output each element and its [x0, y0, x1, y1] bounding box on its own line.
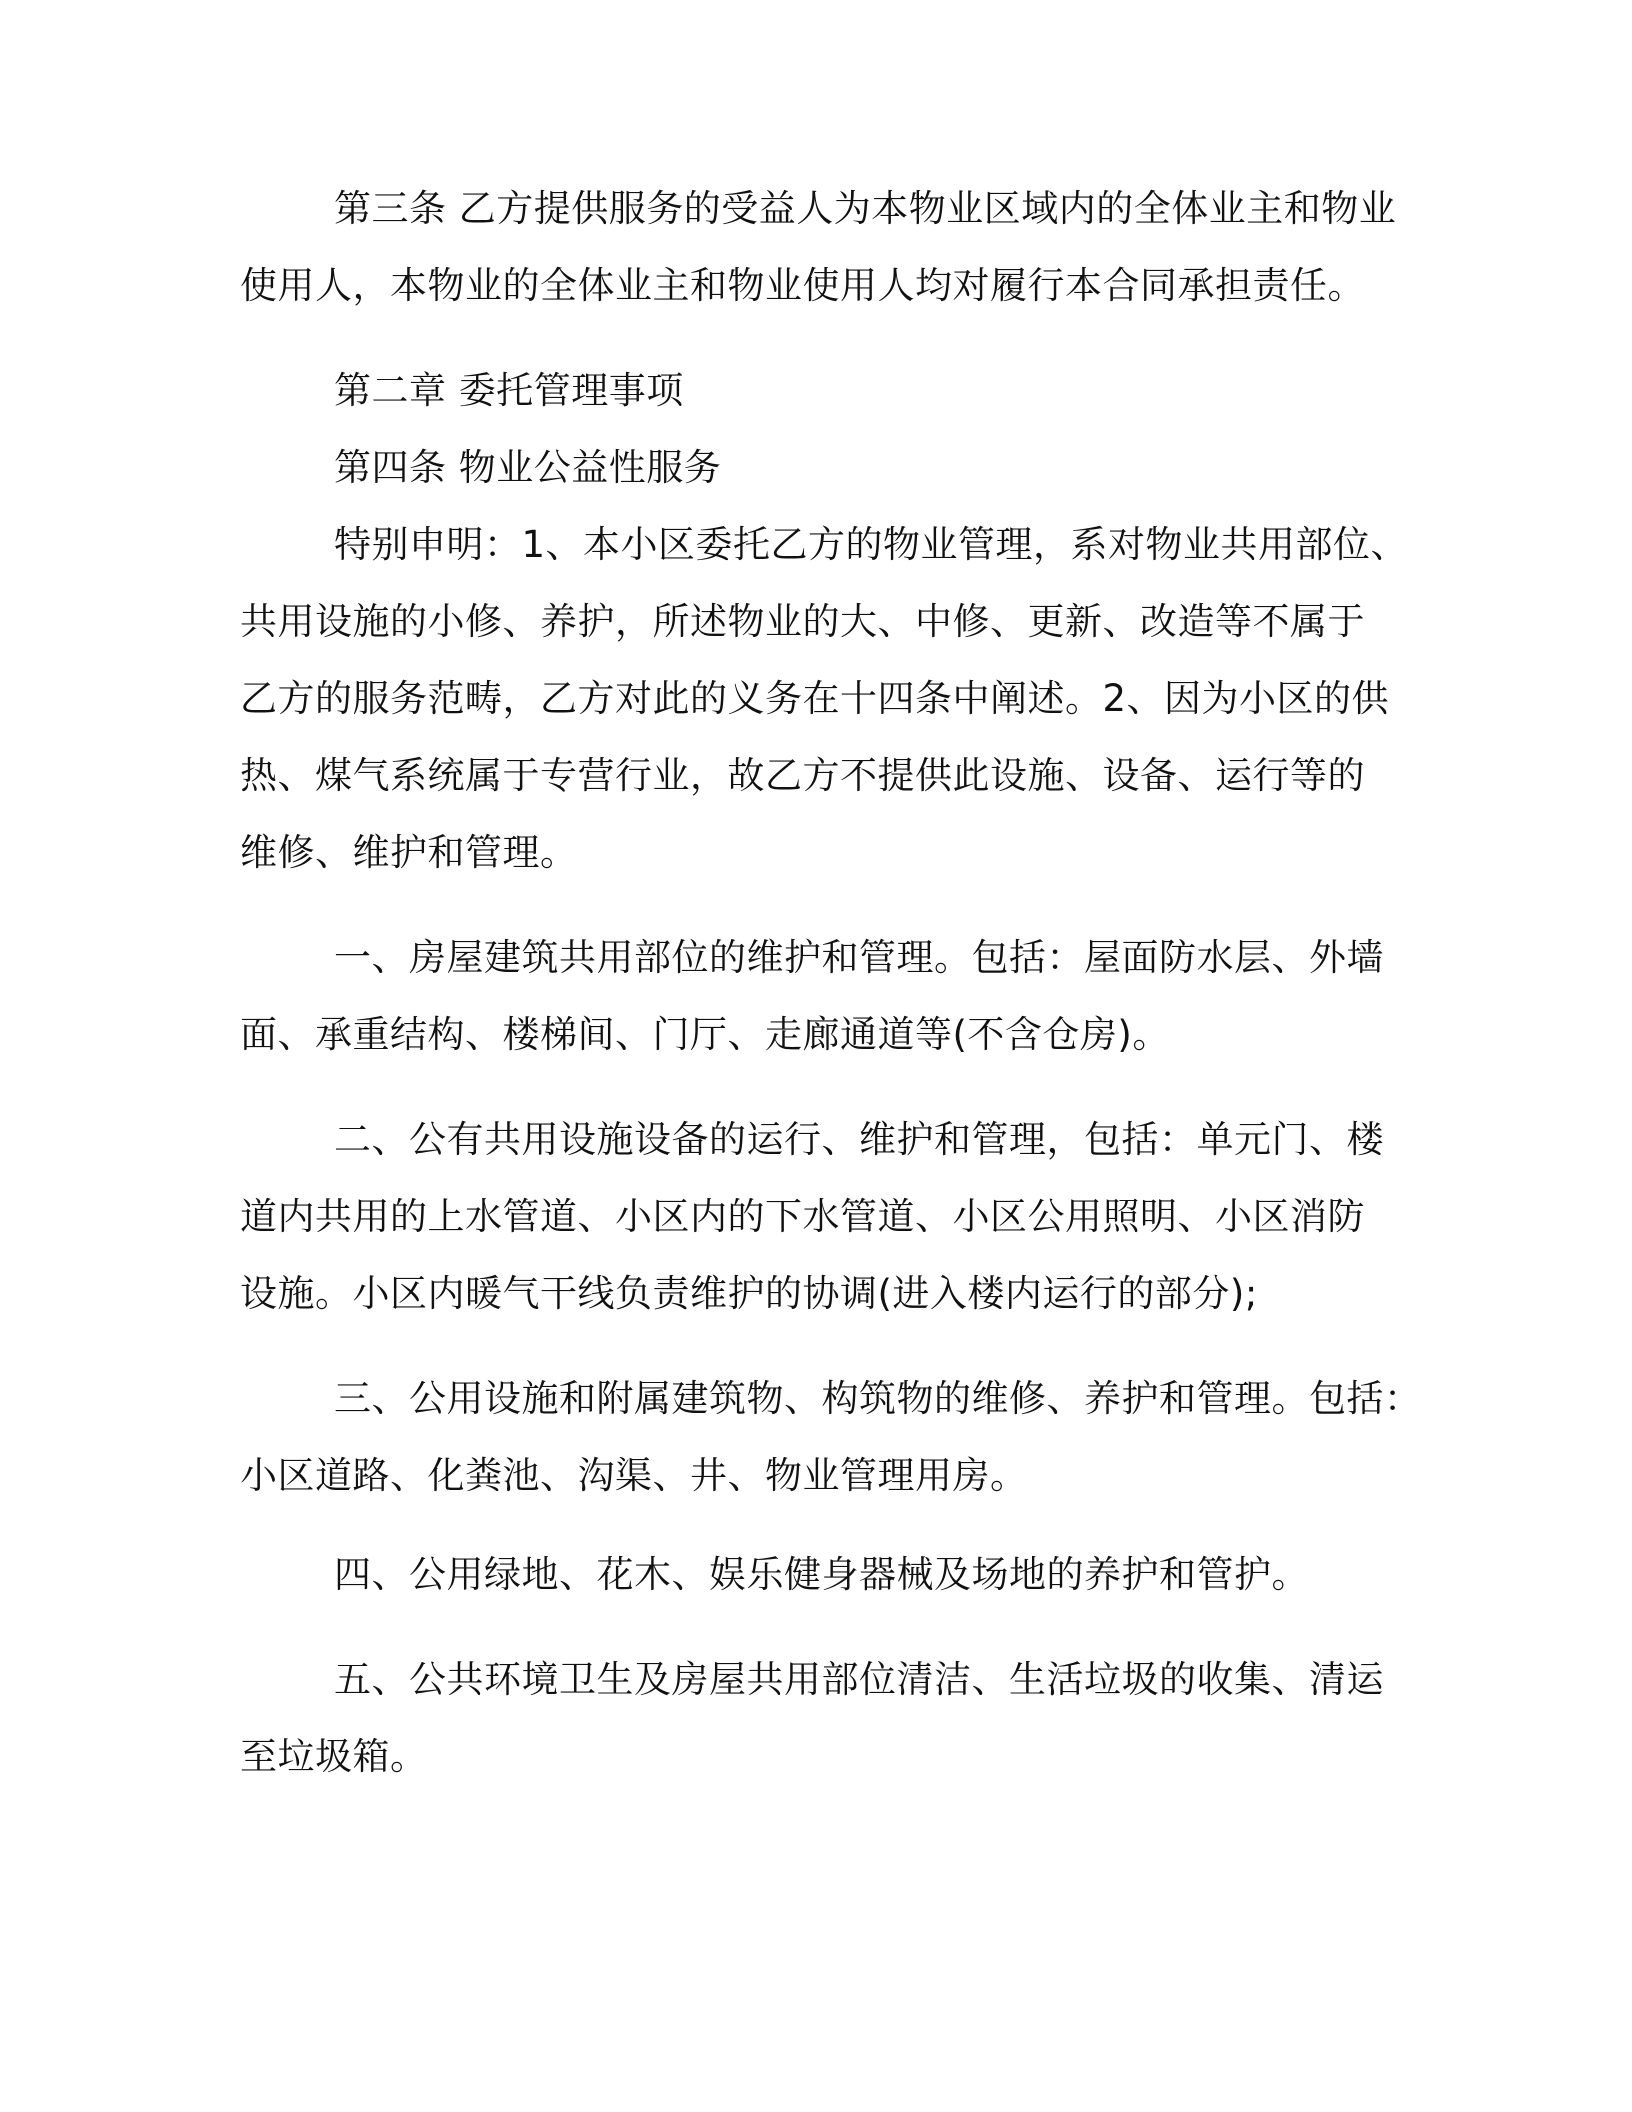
text-line: 道内共用的上水管道、小区内的下水管道、小区公用照明、小区消防 — [240, 1195, 1365, 1238]
text-line: 共用设施的小修、养护，所述物业的大、中修、更新、改造等不属于 — [240, 600, 1365, 643]
text-line: 面、承重结构、楼梯间、门厅、走廊通道等(不含仓房)。 — [240, 1013, 1170, 1056]
text-line: 第四条 物业公益性服务 — [334, 446, 722, 489]
article-4-heading — [240, 429, 1395, 506]
item-3-paragraph — [240, 1360, 1422, 1514]
document-page — [240, 170, 1422, 1795]
special-statement-paragraph — [240, 506, 1409, 891]
article-3-paragraph — [240, 170, 1395, 324]
text-line: 五、公共环境卫生及房屋共用部位清洁、生活垃圾的收集、清运 — [334, 1658, 1384, 1701]
text-line: 维修、维护和管理。 — [240, 831, 578, 874]
text-line: 特别申明：1、本小区委托乙方的物业管理，系对物业共用部位、 — [334, 523, 1409, 566]
item-5-paragraph — [240, 1641, 1395, 1795]
text-line: 小区道路、化粪池、沟渠、井、物业管理用房。 — [240, 1454, 1028, 1497]
text-line: 设施。小区内暖气干线负责维护的协调(进入楼内运行的部分); — [240, 1272, 1258, 1315]
text-line: 第三条 乙方提供服务的受益人为本物业区域内的全体业主和物业 — [334, 187, 1397, 230]
text-line: 三、公用设施和附属建筑物、构筑物的维修、养护和管理。包括： — [334, 1377, 1422, 1420]
chapter-2-heading — [240, 352, 1395, 429]
text-line: 一、房屋建筑共用部位的维护和管理。包括：屋面防水层、外墙 — [334, 936, 1384, 979]
text-line: 四、公用绿地、花木、娱乐健身器械及场地的养护和管护。 — [334, 1553, 1309, 1596]
item-2-paragraph — [240, 1101, 1395, 1332]
text-line: 乙方的服务范畴，乙方对此的义务在十四条中阐述。2、因为小区的供 — [240, 677, 1390, 720]
item-1-paragraph — [240, 919, 1395, 1073]
item-4-paragraph — [240, 1536, 1395, 1613]
text-line: 二、公有共用设施设备的运行、维护和管理，包括：单元门、楼 — [334, 1118, 1384, 1161]
text-line: 使用人，本物业的全体业主和物业使用人均对履行本合同承担责任。 — [240, 264, 1365, 307]
text-line: 第二章 委托管理事项 — [334, 369, 684, 412]
text-line: 至垃圾箱。 — [240, 1735, 428, 1778]
text-line: 热、煤气系统属于专营行业，故乙方不提供此设施、设备、运行等的 — [240, 754, 1365, 797]
